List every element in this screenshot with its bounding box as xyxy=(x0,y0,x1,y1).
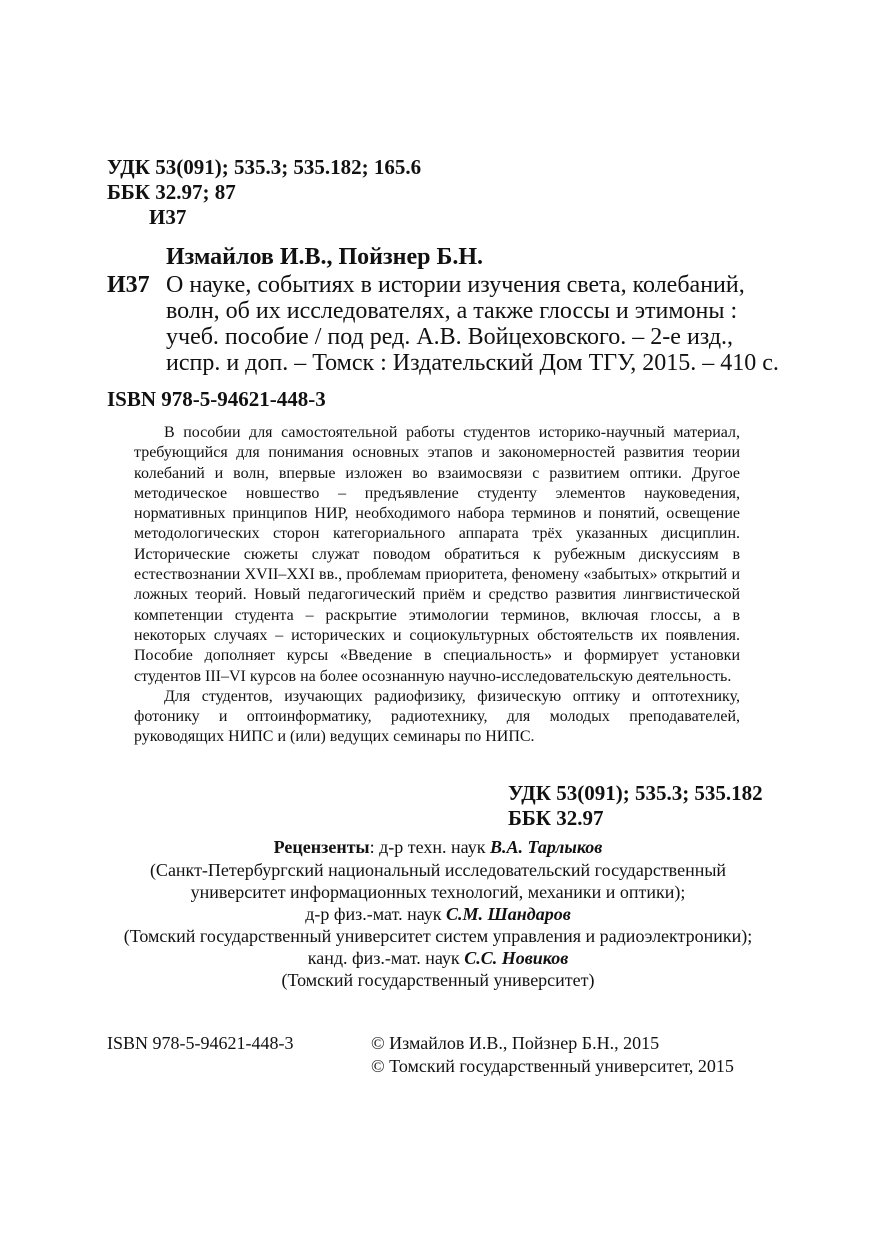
reviewer-2-org: (Томский государственный университет систем управления и радиоэлектроники); xyxy=(123,926,753,946)
reviewer-3-degree: канд. физ.-мат. наук xyxy=(307,948,465,968)
footer-isbn: ISBN 978-5-94621-448-3 xyxy=(107,1033,294,1053)
abstract-paragraph-1: В пособии для самостоятельной работы студентов историко-научный материал, требующийся для понимания основных этапов и закономерностей развития теории колебаний и волн, впервые изложен во взаимосвязи с развитием оптики. Другое методическое новшество – предъявление студенту элементов науковедения, нормативных принципов НИР, необходимого набора терминов и понятий, освещение методологических сторон категориального аппарата трёх указанных дисциплин. Исторические сюжеты служат поводом обратиться к рубежным дискуссиям в естествознании XVII–XXI вв., проблемам приоритета, феномену «забытых» открытий и ложных теорий. Новый педагогический приём и средство развития лингвистической компетенции студента – раскрытие этимологии терминов, включая глоссы, а в некоторых случаях – исторических и социокультурных обстоятельств их появления. Пособие дополняет курсы «Введение в специальность» и формирует установки студентов III–VI курсов на более осознанную научно-исследовательскую деятельность. xyxy=(134,424,740,685)
index-mark: И37 xyxy=(107,272,150,298)
bbk-line: ББК 32.97; 87 xyxy=(107,180,236,204)
reviewer-1 xyxy=(100,836,776,859)
reviewer-1-org-line-2: университет информационных технологий, механики и оптики); xyxy=(190,882,686,902)
reviewer-3 xyxy=(100,947,776,970)
copyright-university: © Томский государственный университет, 2015 xyxy=(371,1056,734,1076)
reviewer-1-name: В.А. Тарлыков xyxy=(489,837,603,857)
isbn-bold: ISBN 978-5-94621-448-3 xyxy=(107,387,326,411)
title-line-3: учеб. пособие / под ред. А.В. Войцеховского. – 2-е изд., xyxy=(166,324,734,350)
title-line-1: О науке, событиях в истории изучения света, колебаний, xyxy=(166,272,745,298)
reviewer-1-org-line-1: (Санкт-Петербургский национальный исследовательский государственный xyxy=(149,860,727,880)
title-line-2: волн, об их исследователях, а также глоссы и этимоны : xyxy=(166,298,738,324)
copyright-authors: © Измайлов И.В., Пойзнер Б.Н., 2015 xyxy=(371,1033,660,1053)
author-mark: И37 xyxy=(149,205,187,229)
abstract-paragraph-2: Для студентов, изучающих радиофизику, физическую оптику и оптотехнику, фотонику и оптоинформатику, радиотехнику, для молодых преподавателей, руководящих НИПС и (или) ведущих семинары по НИПС. xyxy=(134,687,740,746)
udk-line-1: УДК 53(091); 535.3; 535.182; 165.6 xyxy=(107,155,422,179)
title-line-4: испр. и доп. – Томск : Издательский Дом ТГУ, 2015. – 410 с. xyxy=(166,350,779,376)
udk-bottom-line-1: УДК 53(091); 535.3; 535.182 xyxy=(508,781,763,805)
reviewer-3-name: С.С. Новиков xyxy=(464,948,569,968)
reviewer-3-org: (Томский государственный университет) xyxy=(281,970,595,990)
authors: Измайлов И.В., Пойзнер Б.Н. xyxy=(166,244,483,270)
reviewer-2-name: С.М. Шандаров xyxy=(446,904,571,924)
reviewer-2 xyxy=(100,903,776,926)
abstract xyxy=(134,423,740,748)
reviewer-2-degree: д-р физ.-мат. наук xyxy=(305,904,447,924)
reviewer-1-degree: : д-р техн. наук xyxy=(369,837,490,857)
bbk-bottom-line: ББК 32.97 xyxy=(508,806,604,830)
reviewers-label: Рецензенты xyxy=(273,837,370,857)
